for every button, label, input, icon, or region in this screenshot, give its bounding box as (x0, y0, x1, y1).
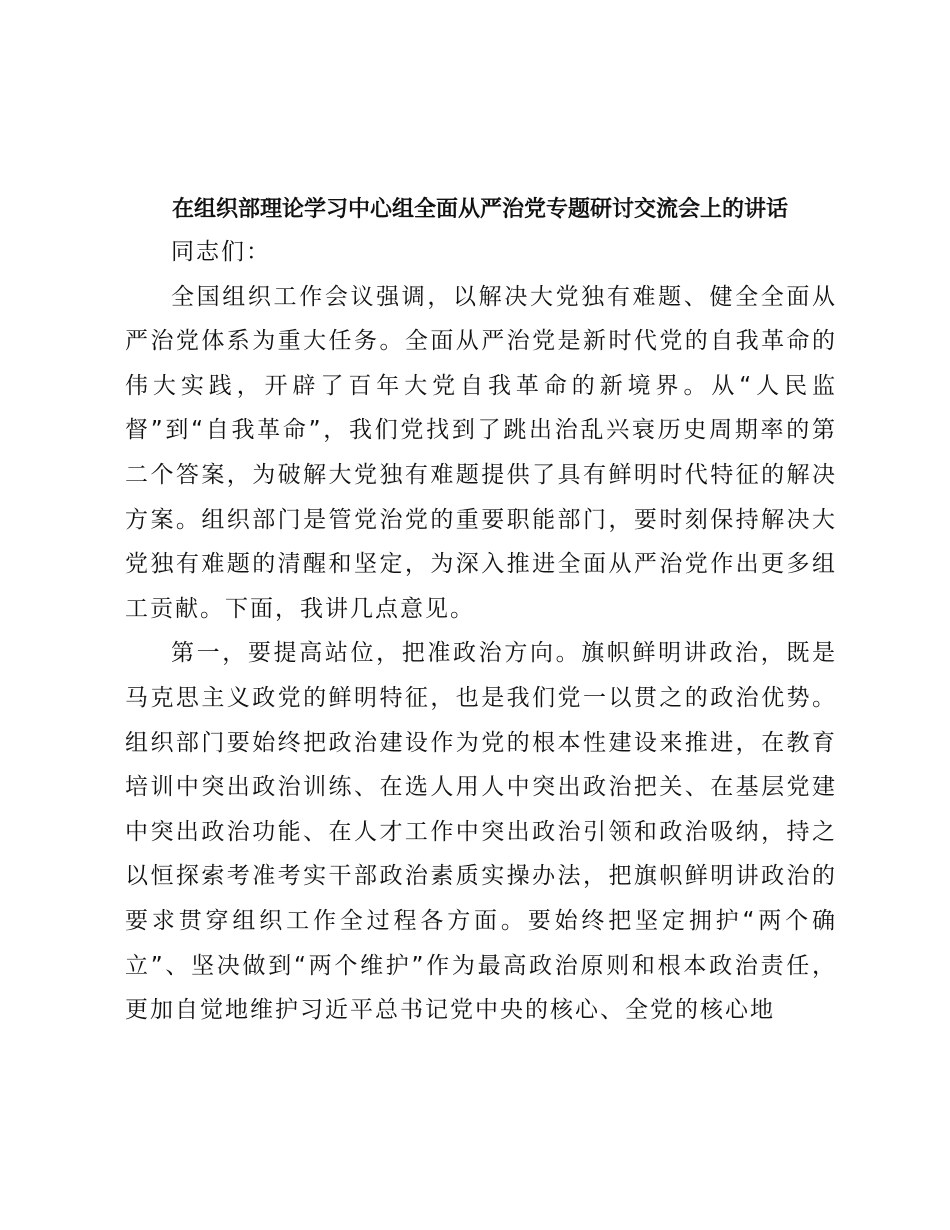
salutation: 同志们： (171, 239, 271, 265)
document-body (125, 230, 837, 1033)
document-title: 在组织部理论学习中心组全面从严治党专题研讨交流会上的讲话 (171, 196, 788, 222)
paragraph-first-point: 第一，要提高站位，把准政治方向。旗帜鲜明讲政治，既是马克思主义政党的鲜明特征，也是我们党一以贯之的政治优势。组织部门要始终把政治建设作为党的根本性建设来推进，在教育培训中突出政治训练、在选人用人中突出政治把关、在基层党建中突出政治功能、在人才工作中突出政治引领和政治吸纳，持之以恒探索考准考实干部政治素质实操办法，把旗帜鲜明讲政治的要求贯穿组织工作全过程各方面。要始终把坚定拥护“两个确立”、坚决做到“两个维护”作为最高政治原则和根本政治责任，更加自觉地维护习近平总书记党中央的核心、全党的核心地 (125, 640, 837, 1024)
paragraph-intro: 全国组织工作会议强调，以解决大党独有难题、健全全面从严治党体系为重大任务。全面从严治党是新时代党的自我革命的伟大实践，开辟了百年大党自我革命的新境界。从“人民监督”到“自我革命”，我们党找到了跳出治乱兴衰历史周期率的第二个答案，为破解大党独有难题提供了具有鲜明时代特征的解决方案。组织部门是管党治党的重要职能部门，要时刻保持解决大党独有难题的清醒和坚定，为深入推进全面从严治党作出更多组工贡献。下面，我讲几点意见。 (125, 283, 837, 622)
